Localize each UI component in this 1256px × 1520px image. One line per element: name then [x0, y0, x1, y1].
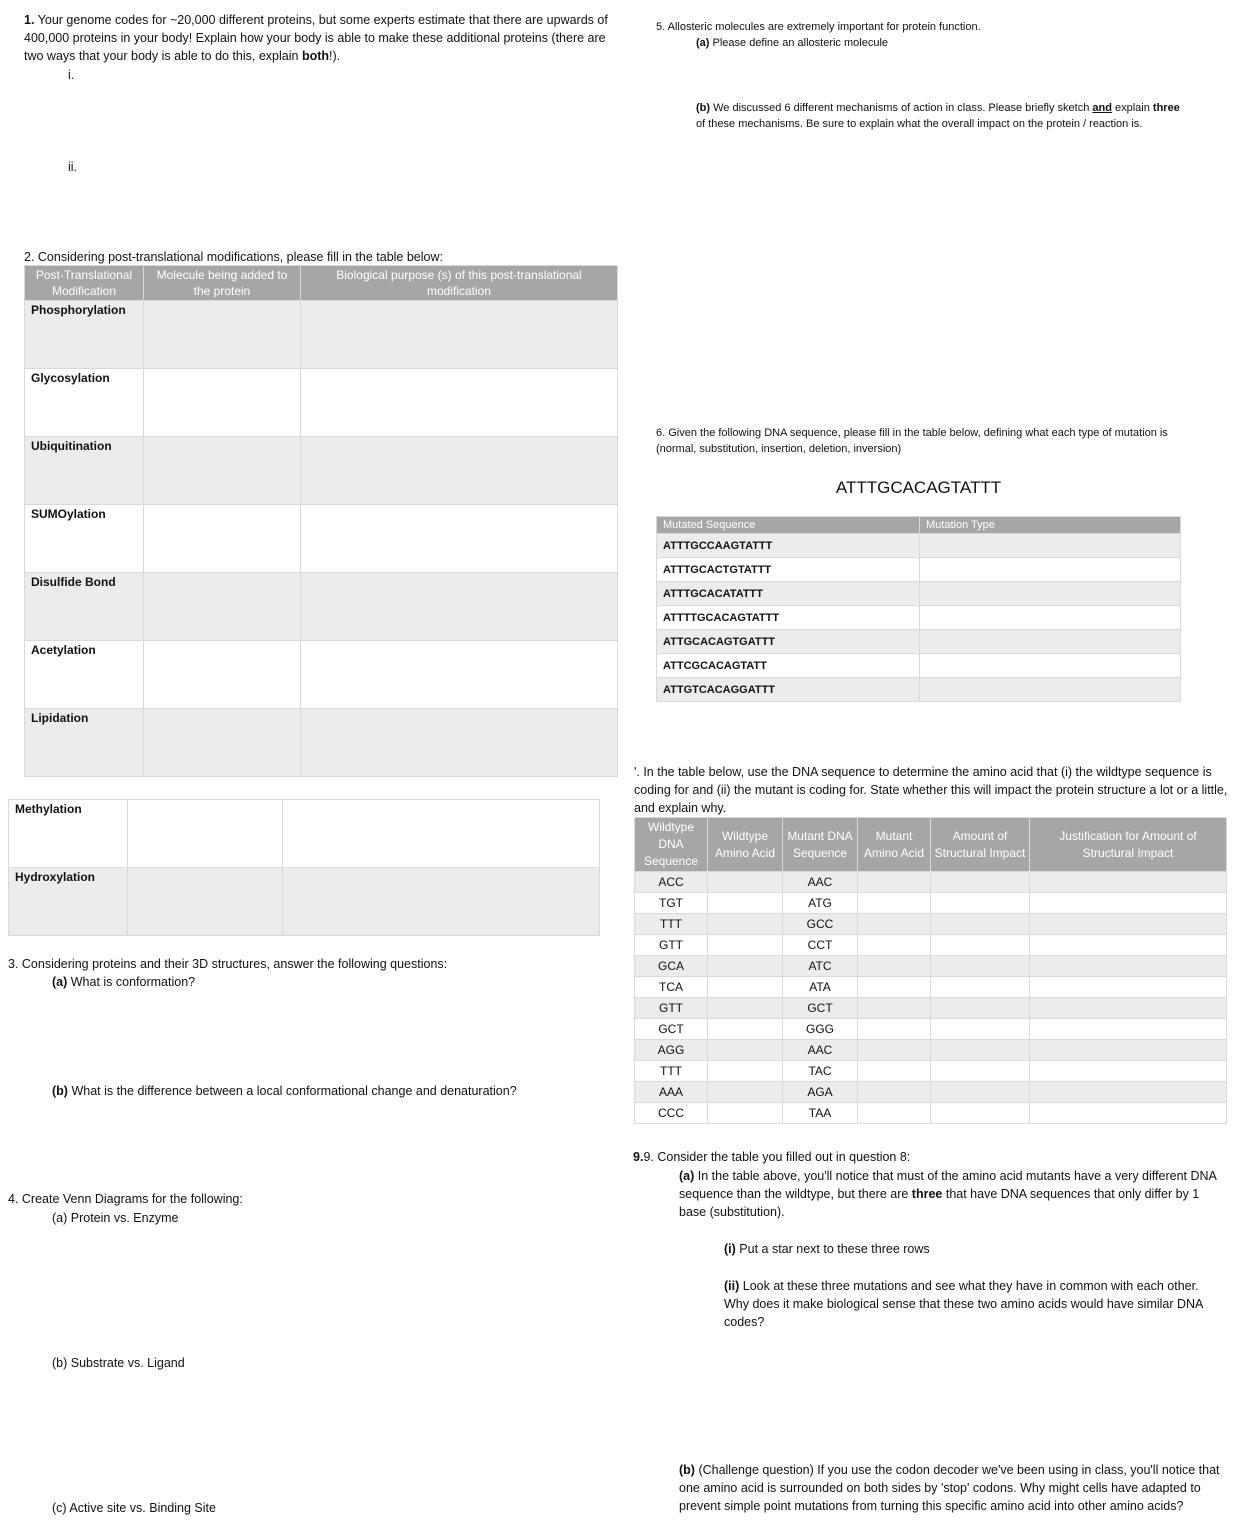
mutant-amino-acid-cell[interactable]	[858, 893, 931, 914]
mutation-table	[656, 516, 1181, 702]
ptm-cell[interactable]	[144, 437, 301, 505]
table-row	[635, 1103, 1227, 1124]
justification-cell[interactable]	[1030, 872, 1227, 893]
mutation-type-cell[interactable]	[920, 558, 1181, 582]
justification-cell[interactable]	[1030, 1040, 1227, 1061]
justification-cell[interactable]	[1030, 1082, 1227, 1103]
q4-part-c: (c) Active site vs. Binding Site	[52, 1501, 216, 1515]
wildtype-amino-acid-cell[interactable]	[708, 914, 783, 935]
q9-part-b	[679, 1461, 1231, 1515]
q3-heading: 3. Considering proteins and their 3D structures, answer the following questions:	[8, 957, 448, 971]
q9-heading-text: 9. Consider the table you filled out in question 8:	[643, 1150, 911, 1164]
structural-impact-cell[interactable]	[931, 872, 1030, 893]
mutant-dna-sequence: GGG	[783, 1019, 858, 1040]
mutated-sequence: ATTTTGCACAGTATTT	[657, 606, 920, 630]
table-row	[657, 630, 1181, 654]
structural-impact-cell[interactable]	[931, 956, 1030, 977]
amino-acid-table-body	[635, 872, 1227, 1124]
q9-a-text1: In the table above, you'll notice that must of the amino acid mutants have a very different DNA sequence than the wildtype, but there are	[679, 1169, 1217, 1201]
q5-b-label: (b)	[696, 102, 711, 114]
table-row	[635, 914, 1227, 935]
mutation-type-cell[interactable]	[920, 582, 1181, 606]
q9-i-label: (i)	[724, 1242, 736, 1256]
ptm-cell[interactable]	[301, 573, 618, 641]
aa-header-justification: Justification for Amount of Structural Impact	[1030, 818, 1227, 872]
mutation-type-cell[interactable]	[920, 630, 1181, 654]
q5-a-text: Please define an allosteric molecule	[709, 37, 888, 49]
q2-heading: 2. Considering post-translational modifications, please fill in the table below:	[24, 250, 443, 264]
structural-impact-cell[interactable]	[931, 893, 1030, 914]
mutation-type-cell[interactable]	[920, 606, 1181, 630]
q5-b-text3: of these mechanisms. Be sure to explain what the overall impact on the protein / reaction is.	[696, 118, 1143, 130]
structural-impact-cell[interactable]	[931, 1103, 1030, 1124]
mutant-dna-sequence: TAA	[783, 1103, 858, 1124]
mutant-amino-acid-cell[interactable]	[858, 1061, 931, 1082]
mutated-sequence: ATTTGCACATATTT	[657, 582, 920, 606]
ptm-row-label: Acetylation	[25, 641, 144, 709]
ptm-cell[interactable]	[301, 369, 618, 437]
q9-part-a	[679, 1167, 1229, 1221]
ptm-header-modification: Post-Translational Modification	[25, 266, 144, 301]
ptm-cell[interactable]	[144, 301, 301, 369]
table-row	[657, 534, 1181, 558]
q3-a-label: (a)	[52, 975, 68, 989]
table-row	[25, 641, 618, 709]
table-row	[635, 956, 1227, 977]
mutation-type-cell[interactable]	[920, 678, 1181, 702]
wildtype-amino-acid-cell[interactable]	[708, 998, 783, 1019]
q5-b-text2: explain	[1111, 102, 1153, 114]
ptm-cell[interactable]	[301, 301, 618, 369]
ptm-row-label: Lipidation	[25, 709, 144, 777]
structural-impact-cell[interactable]	[931, 914, 1030, 935]
q4-part-b: (b) Substrate vs. Ligand	[52, 1356, 185, 1370]
table-row	[657, 606, 1181, 630]
mutant-dna-sequence: GCC	[783, 914, 858, 935]
ptm-cell[interactable]	[128, 800, 283, 868]
mutant-dna-sequence: ATG	[783, 893, 858, 914]
q9-ii-text: Look at these three mutations and see what they have in common with each other. Why does it make biological sense that these two amino acids would have similar DNA codes?	[724, 1279, 1203, 1329]
q9-i-text: Put a star next to these three rows	[735, 1242, 930, 1256]
ptm-row-label: SUMOylation	[25, 505, 144, 573]
mutant-amino-acid-cell[interactable]	[858, 1019, 931, 1040]
mutant-dna-sequence: TAC	[783, 1061, 858, 1082]
wildtype-dna-sequence: AGG	[635, 1040, 708, 1061]
mutant-amino-acid-cell[interactable]	[858, 1082, 931, 1103]
justification-cell[interactable]	[1030, 956, 1227, 977]
structural-impact-cell[interactable]	[931, 935, 1030, 956]
table-row	[635, 1061, 1227, 1082]
q5-part-a	[696, 35, 888, 51]
structural-impact-cell[interactable]	[931, 1019, 1030, 1040]
mutant-amino-acid-cell[interactable]	[858, 1040, 931, 1061]
structural-impact-cell[interactable]	[931, 1061, 1030, 1082]
wildtype-dna-sequence: GCT	[635, 1019, 708, 1040]
mutant-amino-acid-cell[interactable]	[858, 914, 931, 935]
wildtype-amino-acid-cell[interactable]	[708, 1061, 783, 1082]
table-row	[657, 654, 1181, 678]
table-row	[25, 505, 618, 573]
q5-b-text1: We discussed 6 different mechanisms of action in class. Please briefly sketch	[710, 102, 1093, 114]
q3-part-b	[52, 1082, 517, 1100]
ptm-cell[interactable]	[283, 868, 600, 936]
q4-heading: 4. Create Venn Diagrams for the following:	[8, 1192, 243, 1206]
ptm-table-continued	[8, 799, 600, 936]
wildtype-dna-sequence: AAA	[635, 1082, 708, 1103]
ptm-cell[interactable]	[144, 505, 301, 573]
justification-cell[interactable]	[1030, 977, 1227, 998]
justification-cell[interactable]	[1030, 914, 1227, 935]
mutant-amino-acid-cell[interactable]	[858, 977, 931, 998]
mutated-sequence: ATTTGCCAAGTATTT	[657, 534, 920, 558]
q3-part-a	[52, 973, 195, 991]
table-row	[9, 800, 600, 868]
wildtype-amino-acid-cell[interactable]	[708, 956, 783, 977]
ptm-cell[interactable]	[283, 800, 600, 868]
aa-header-wt-dna: Wildtype DNA Sequence	[635, 818, 708, 872]
q1-text-b: !).	[329, 49, 341, 63]
table-row	[25, 709, 618, 777]
table-row	[25, 369, 618, 437]
aa-header-mut-dna: Mutant DNA Sequence	[783, 818, 858, 872]
ptm-cell[interactable]	[144, 641, 301, 709]
mutant-dna-sequence: CCT	[783, 935, 858, 956]
mutant-amino-acid-cell[interactable]	[858, 935, 931, 956]
q9-b-label: (b)	[679, 1463, 695, 1477]
question-1	[24, 11, 620, 65]
justification-cell[interactable]	[1030, 935, 1227, 956]
wildtype-dna-sequence: CCC	[635, 1103, 708, 1124]
mutant-dna-sequence: ATC	[783, 956, 858, 977]
aa-header-impact: Amount of Structural Impact	[931, 818, 1030, 872]
q6-heading: 6. Given the following DNA sequence, please fill in the table below, defining what each type of mutation is (normal, substitution, insertion, deletion, inversion)	[656, 427, 1168, 455]
justification-cell[interactable]	[1030, 1103, 1227, 1124]
ptm-row-label: Hydroxylation	[9, 868, 128, 936]
table-row	[635, 1019, 1227, 1040]
ptm-table	[24, 265, 618, 777]
mutation-header-type: Mutation Type	[920, 517, 1181, 534]
q4-part-a: (a) Protein vs. Enzyme	[52, 1211, 179, 1225]
q5-heading: 5. Allosteric molecules are extremely important for protein function.	[656, 21, 981, 33]
wildtype-amino-acid-cell[interactable]	[708, 1040, 783, 1061]
ptm-cell[interactable]	[301, 641, 618, 709]
q3-a-text: What is conformation?	[67, 975, 196, 989]
wildtype-dna-sequence: TCA	[635, 977, 708, 998]
table-row	[657, 558, 1181, 582]
ptm-row-label: Disulfide Bond	[25, 573, 144, 641]
ptm-row-label: Glycosylation	[25, 369, 144, 437]
q1-text-a: Your genome codes for ~20,000 different proteins, but some experts estimate that there are upwards of 400,000 proteins in your body! Explain how your body is able to make these additional proteins (there are two ways that your body is able to do this, explain	[24, 13, 608, 63]
justification-cell[interactable]	[1030, 893, 1227, 914]
q5-a-label: (a)	[696, 37, 710, 49]
q9-number: 9.	[633, 1150, 644, 1164]
ptm-cell[interactable]	[128, 868, 283, 936]
mutation-header-sequence: Mutated Sequence	[657, 517, 920, 534]
table-row	[635, 1040, 1227, 1061]
table-row	[25, 301, 618, 369]
structural-impact-cell[interactable]	[931, 1040, 1030, 1061]
aa-header-mut-aa: Mutant Amino Acid	[858, 818, 931, 872]
table-row	[9, 868, 600, 936]
structural-impact-cell[interactable]	[931, 998, 1030, 1019]
table-row	[635, 893, 1227, 914]
mutant-amino-acid-cell[interactable]	[858, 872, 931, 893]
mutant-dna-sequence: GCT	[783, 998, 858, 1019]
justification-cell[interactable]	[1030, 998, 1227, 1019]
ptm-cell[interactable]	[301, 709, 618, 777]
mutated-sequence: ATTCGCACAGTATT	[657, 654, 920, 678]
mutant-dna-sequence: AAC	[783, 872, 858, 893]
q3-b-text: What is the difference between a local conformational change and denaturation?	[67, 1084, 517, 1098]
ptm-cell[interactable]	[301, 505, 618, 573]
mutation-type-cell[interactable]	[920, 654, 1181, 678]
wildtype-amino-acid-cell[interactable]	[708, 935, 783, 956]
mutant-dna-sequence: ATA	[783, 977, 858, 998]
wildtype-dna-sequence: TTT	[635, 914, 708, 935]
wildtype-dna-sequence: GTT	[635, 998, 708, 1019]
wildtype-dna-sequence: TGT	[635, 893, 708, 914]
wildtype-amino-acid-cell[interactable]	[708, 893, 783, 914]
wildtype-amino-acid-cell[interactable]	[708, 872, 783, 893]
justification-cell[interactable]	[1030, 1061, 1227, 1082]
ptm-cell[interactable]	[144, 709, 301, 777]
aa-header-wt-aa: Wildtype Amino Acid	[708, 818, 783, 872]
q5-b-and: and	[1092, 102, 1112, 114]
q5-b-three: three	[1152, 102, 1180, 114]
q1-part-i: i.	[68, 68, 75, 82]
q1-part-ii: ii.	[68, 160, 78, 174]
justification-cell[interactable]	[1030, 1019, 1227, 1040]
structural-impact-cell[interactable]	[931, 977, 1030, 998]
mutated-sequence: ATTTGCACTGTATTT	[657, 558, 920, 582]
q9-part-i	[724, 1240, 930, 1258]
table-row	[635, 998, 1227, 1019]
q9-part-ii	[724, 1277, 1224, 1331]
wildtype-dna-sequence: GCA	[635, 956, 708, 977]
mutant-dna-sequence: AAC	[783, 1040, 858, 1061]
q1-number: 1.	[24, 13, 35, 27]
ptm-cell[interactable]	[144, 573, 301, 641]
q3-b-label: (b)	[52, 1084, 68, 1098]
q1-both: both	[301, 49, 330, 63]
ptm-row-label: Phosphorylation	[25, 301, 144, 369]
ptm-row-label: Methylation	[9, 800, 128, 868]
q6-dna-sequence: ATTTGCACAGTATTT	[835, 478, 1002, 497]
table-row	[657, 678, 1181, 702]
mutant-amino-acid-cell[interactable]	[858, 956, 931, 977]
wildtype-amino-acid-cell[interactable]	[708, 977, 783, 998]
wildtype-dna-sequence: ACC	[635, 872, 708, 893]
ptm-cell[interactable]	[301, 437, 618, 505]
wildtype-amino-acid-cell[interactable]	[708, 1103, 783, 1124]
amino-acid-table	[634, 817, 1227, 1124]
q9-a-three: three	[911, 1187, 943, 1201]
ptm-header-purpose: Biological purpose (s) of this post-translational modification	[301, 266, 618, 301]
mutant-amino-acid-cell[interactable]	[858, 998, 931, 1019]
structural-impact-cell[interactable]	[931, 1082, 1030, 1103]
mutated-sequence: ATTGCACAGTGATTT	[657, 630, 920, 654]
table-row	[635, 977, 1227, 998]
table-row	[635, 1082, 1227, 1103]
wildtype-amino-acid-cell[interactable]	[708, 1082, 783, 1103]
table-row	[635, 872, 1227, 893]
table-row	[25, 573, 618, 641]
wildtype-dna-sequence: TTT	[635, 1061, 708, 1082]
q8-heading: '. In the table below, use the DNA sequence to determine the amino acid that (i) the wildtype sequence is coding for and (ii) the mutant is coding for. State whether this will impact the protein structure a lot or a little, and explain why.	[634, 765, 1228, 815]
ptm-header-molecule: Molecule being added to the protein	[144, 266, 301, 301]
mutant-amino-acid-cell[interactable]	[858, 1103, 931, 1124]
wildtype-amino-acid-cell[interactable]	[708, 1019, 783, 1040]
table-row	[635, 935, 1227, 956]
q9-a-text2: that have DNA sequences that only differ by 1 base (substitution).	[679, 1187, 1200, 1219]
mutant-dna-sequence: AGA	[783, 1082, 858, 1103]
q9-b-text: (Challenge question) If you use the codon decoder we've been using in class, you'll notice that one amino acid is surrounded on both sides by 'stop' codons. Why might cells have adapted to prevent simple point mutations from turning this specific amino acid into other amino acids?	[679, 1463, 1220, 1513]
table-row	[25, 437, 618, 505]
ptm-row-label: Ubiquitination	[25, 437, 144, 505]
wildtype-dna-sequence: GTT	[635, 935, 708, 956]
q9-ii-label: (ii)	[724, 1279, 740, 1293]
mutated-sequence: ATTGTCACAGGATTT	[657, 678, 920, 702]
q9-a-label: (a)	[679, 1169, 695, 1183]
q5-part-b	[696, 100, 1186, 132]
table-row	[657, 582, 1181, 606]
q9-heading	[633, 1148, 910, 1166]
mutation-type-cell[interactable]	[920, 534, 1181, 558]
ptm-cell[interactable]	[144, 369, 301, 437]
